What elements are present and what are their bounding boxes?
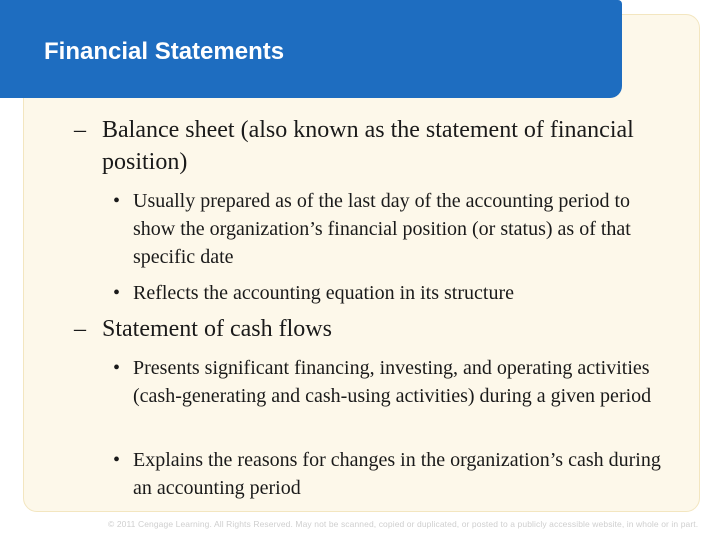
section-cash-flows: [74, 313, 634, 345]
list-item: [113, 187, 673, 271]
slide-title: Financial Statements: [44, 38, 285, 65]
section-heading: Statement of cash flows: [102, 316, 332, 342]
bullet-text: Usually prepared as of the last day of the accounting period to show the organization’s financial position (or status) as of that specific date: [133, 190, 631, 268]
section-balance-sheet: [74, 114, 634, 178]
dash-marker: –: [74, 316, 86, 342]
list-item: [113, 446, 673, 502]
section-heading: Balance sheet (also known as the statement of financial position): [102, 117, 634, 175]
bullet-text: Explains the reasons for changes in the organization’s cash during an accounting period: [133, 449, 661, 499]
bullet-marker: •: [113, 449, 121, 471]
bullet-marker: •: [113, 190, 121, 212]
list-item: [113, 354, 673, 410]
dash-marker: –: [74, 117, 86, 143]
bullet-marker: •: [113, 357, 121, 379]
copyright-footer: © 2011 Cengage Learning. All Rights Reserved. May not be scanned, copied or duplicated, or posted to a publicly accessible website, in whole or in part.: [108, 519, 699, 529]
list-item: [113, 279, 673, 307]
bullet-marker: •: [113, 282, 121, 304]
bullet-text: Reflects the accounting equation in its structure: [133, 282, 514, 304]
bullet-text: Presents significant financing, investing, and operating activities (cash-generating and cash-using activities) during a given period: [133, 357, 652, 407]
